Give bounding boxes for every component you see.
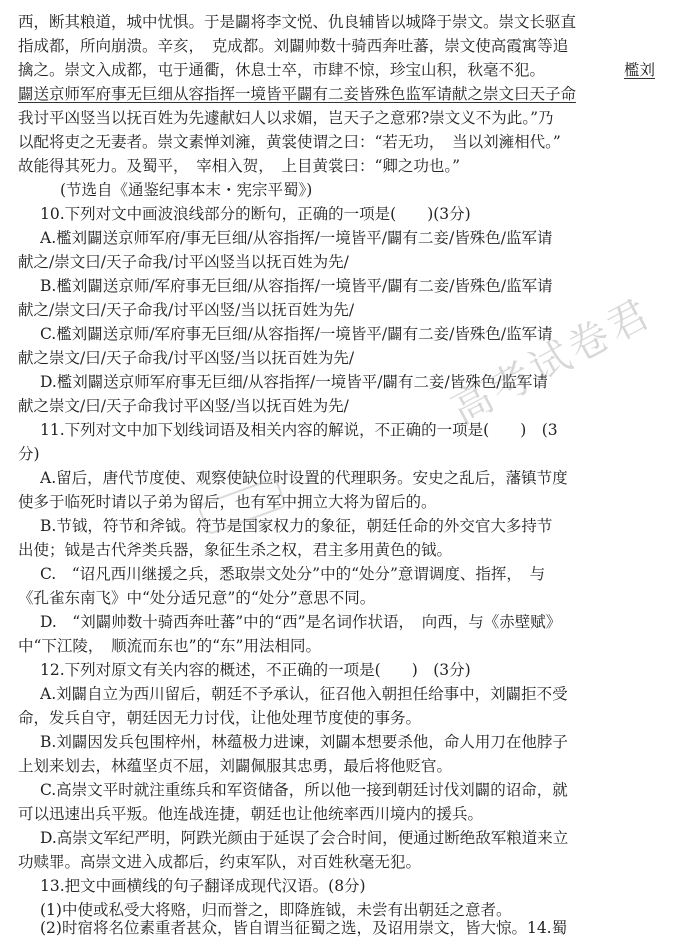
option-a-cont: 献之/崇文曰/天子命我/讨平凶竖当以抚百姓为先/ bbox=[18, 253, 349, 271]
option-c-cont: 《孔雀东南飞》中“处分适兄意”的“处分”意思不同。 bbox=[18, 589, 376, 607]
option-d: D.高崇文军纪严明，阿跌光颜由于延误了会合时间，便通过断绝敌军粮道来立 bbox=[40, 829, 569, 847]
option-a: A.留后，唐代节度使、观察使缺位时设置的代理职务。安史之乱后，藩镇节度 bbox=[40, 469, 568, 487]
option-a: A.刘闢自立为西川留后，朝廷不予承认，征召他入朝担任给事中，刘闢拒不受 bbox=[40, 685, 568, 703]
text-line: 西，断其粮道，城中忧惧。于是闢将李文悦、仇良辅皆以城降于崇文。崇文长驱直 bbox=[18, 13, 577, 31]
option-b: B.刘闢因发兵包围梓州，林蕴极力进谏，刘闢本想要杀他，命人用刀在他脖子 bbox=[40, 733, 568, 751]
text-line: 我讨平凶竖当以抚百姓为先遽献妇人以求媚，岂天子之意邪?崇文义不为此。”乃 bbox=[18, 109, 554, 127]
option-a: A.檻刘闢送京师军府/事无巨细/从容指挥/一境皆平/闢有二妾/皆殊色/监军请 bbox=[40, 229, 553, 247]
text-line: 擒之。崇文入成都，屯于通衢，休息士卒，市肆不惊，珍宝山积，秋毫不犯。 bbox=[18, 61, 546, 79]
question-10: 10.下列对文中画波浪线部分的断句，正确的一项是( )(3分) bbox=[40, 205, 471, 223]
question-12: 12.下列对原文有关内容的概述，不正确的一项是( ) (3分) bbox=[40, 661, 471, 679]
text-line: 故能得其死力。及蜀平， 宰相入贺， 上目黄裳曰：“卿之功也。” bbox=[18, 157, 461, 175]
option-b-cont: 献之/崇文曰/天子命我/讨平凶竖/当以抚百姓为先/ bbox=[18, 301, 355, 319]
option-d: D.檻刘闢送京师军府事无巨细/从容指挥/一境皆平/闢有二妾/皆殊色/监军请 bbox=[40, 373, 548, 391]
option-c: C.高崇文平时就注重练兵和军资储备，所以他一接到朝廷讨伐刘闢的诏命，就 bbox=[40, 781, 568, 799]
option-b: B.檻刘闢送京师/军府事无巨细/从容指挥/一境皆平/闢有二妾/皆殊色/监军请 bbox=[40, 277, 553, 295]
option-d-cont: 中“下江陵， 顺流而东也”的“东”用法相同。 bbox=[18, 637, 321, 655]
underlined-text: 檻刘 bbox=[624, 61, 656, 79]
option-d-cont: 功赎罪。高崇文进入成都后，约束军队，对百姓秋毫无犯。 bbox=[18, 853, 422, 871]
option-c: C.檻刘闢送京师/军府事无巨细/从容指挥/一境皆平/闢有二妾/皆殊色/监军请 bbox=[40, 325, 553, 343]
translation-item-1: (1)中使或私受大将赂，归而誉之，即降旌钺，未尝有出朝廷之意者。 bbox=[40, 901, 512, 919]
option-d-cont: 献之崇文/曰/天子命我讨平凶竖/当以抚百姓为先/ bbox=[18, 397, 349, 415]
underlined-text: 闢送京师军府事无巨细从容指挥一境皆平闢有二妾皆殊色监军请献之崇文曰天子命 bbox=[18, 85, 577, 103]
option-a-cont: 命，发兵自守，朝廷因无力讨伐，让他处理节度使的事务。 bbox=[18, 709, 422, 727]
watermark: 高考试卷君 bbox=[444, 289, 661, 434]
option-c-cont: 可以迅速出兵平叛。他连战连捷，朝廷也让他统率西川境内的援兵。 bbox=[18, 805, 484, 823]
question-13: 13.把文中画横线的句子翻译成现代汉语。(8分) bbox=[40, 877, 366, 895]
option-b: B.节钺，符节和斧钺。符节是国家权力的象征，朝廷任命的外交官大多持节 bbox=[40, 517, 553, 535]
option-c: C. “诏凡西川继援之兵，悉取崇文处分”中的“处分”意谓调度、指挥， 与 bbox=[40, 565, 546, 583]
text-line: 指成都，所向崩溃。辛亥， 克成都。刘闢帅数十骑西奔吐蕃，崇文使高霞寓等追 bbox=[18, 37, 569, 55]
option-d: D. “刘闢帅数十骑西奔吐蕃”中的“西”是名词作状语， 向西，与《赤壁赋》 bbox=[40, 613, 562, 631]
option-b-cont: 出使；钺是古代斧类兵器，象征生杀之权，君主多用黄色的钺。 bbox=[18, 541, 453, 559]
source-citation: (节选自《通鉴纪事本末・宪宗平蜀》) bbox=[60, 181, 313, 199]
question-11-cont: 分) bbox=[18, 445, 40, 463]
translation-item-2: (2)时宿将名位素重者甚众，皆自谓当征蜀之选，及诏用崇文，皆大惊。14.蜀 bbox=[40, 919, 568, 937]
option-b-cont: 上划来划去，林蕴坚贞不屈，刘闢佩服其忠勇，最后将他贬官。 bbox=[18, 757, 453, 775]
option-c-cont: 献之崇文/曰/天子命我/讨平凶竖/当以抚百姓为先/ bbox=[18, 349, 355, 367]
question-11: 11.下列对文中加下划线词语及相关内容的解说，不正确的一项是( ) (3 bbox=[40, 421, 558, 439]
text-line: 以配将吏之无妻者。崇文素惮刘澭，黄裳使谓之曰：“若无功， 当以刘澭相代。” bbox=[18, 133, 561, 151]
option-a-cont: 使多于临死时请以子弟为留后，也有军中拥立大将为留后的。 bbox=[18, 493, 437, 511]
